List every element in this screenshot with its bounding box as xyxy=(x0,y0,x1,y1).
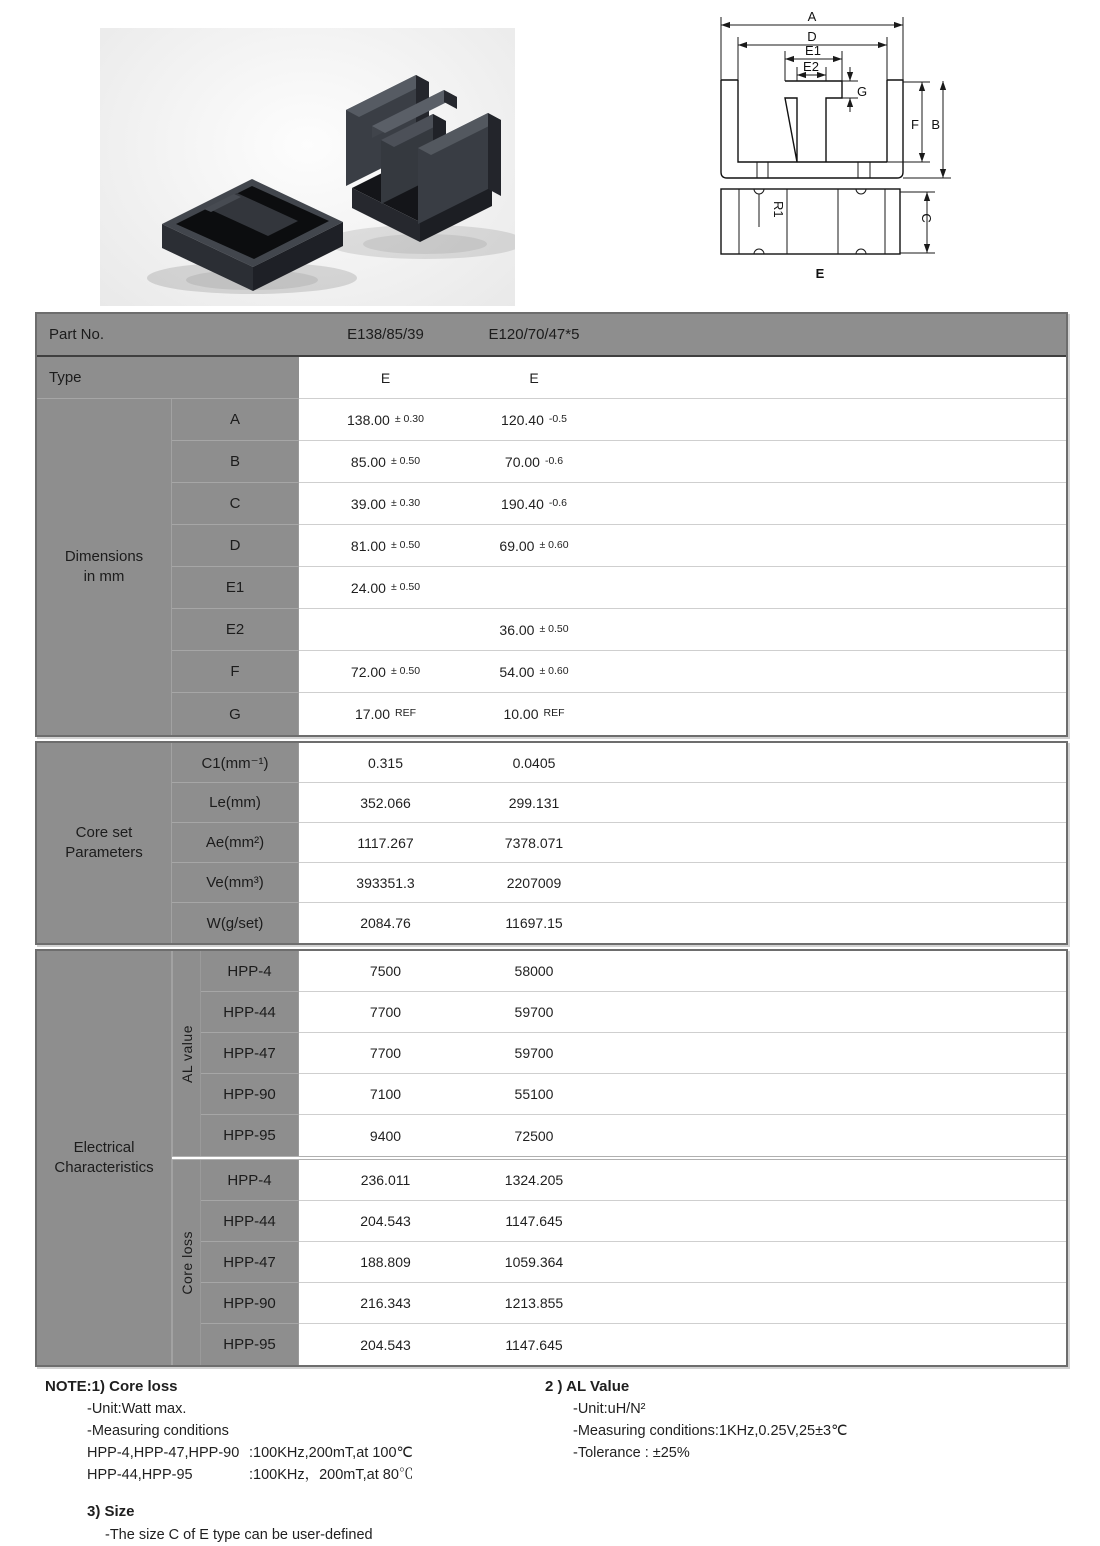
dim-row-label: E2 xyxy=(172,609,299,651)
group-label-dimensions xyxy=(37,399,172,735)
param-value: 393351.3 xyxy=(299,863,472,903)
product-render xyxy=(100,28,515,306)
row-filler xyxy=(596,1074,1066,1115)
row-filler xyxy=(596,399,1066,441)
al-value: 72500 xyxy=(514,1127,554,1144)
dim-value-cell xyxy=(472,525,596,567)
notes-al-value xyxy=(545,1376,1045,1464)
table-block-core-set xyxy=(35,741,1068,945)
group-label-line2: Parameters xyxy=(65,844,143,861)
core-loss-value: 1147.645 xyxy=(472,1201,596,1242)
subgroup-label-core-loss xyxy=(172,1160,201,1365)
dim-value: 24.00 xyxy=(350,579,386,596)
row-filler xyxy=(596,1160,1066,1201)
dim-value-cell xyxy=(472,567,596,609)
row-filler xyxy=(596,651,1066,693)
subgroup-label-al-value xyxy=(172,951,201,1156)
table-block-dimensions xyxy=(35,312,1068,737)
dim-value-cell xyxy=(299,693,472,735)
param-value: 352.066 xyxy=(299,783,472,823)
al-value: 58000 xyxy=(472,951,596,992)
dim-label-a: A xyxy=(807,9,817,24)
core-loss-value: 188.809 xyxy=(299,1242,472,1283)
part-no-filler xyxy=(596,314,1066,357)
group-label-line1: Core set xyxy=(75,823,133,841)
dim-value: 10.00 xyxy=(503,706,539,722)
dim-tolerance: ± 0.30 xyxy=(394,412,424,425)
row-filler xyxy=(596,483,1066,525)
dim-value-cell xyxy=(299,441,472,483)
note1-condition xyxy=(87,1442,545,1464)
plan-view-dimensions xyxy=(759,192,935,281)
dim-value: 138.00 xyxy=(347,411,390,428)
dim-label-e1: E1 xyxy=(805,43,821,58)
dim-value: 85.00 xyxy=(350,453,386,470)
row-filler xyxy=(596,609,1066,651)
row-filler xyxy=(596,903,1066,943)
group-label-line2: Characteristics xyxy=(54,1159,154,1176)
row-filler xyxy=(596,525,1066,567)
note3-title: 3) Size xyxy=(87,1503,135,1520)
dim-tolerance: ± 0.50 xyxy=(390,538,421,551)
al-value: 7100 xyxy=(299,1074,472,1115)
note2-line: -Measuring conditions:1KHz,0.25V,25±3℃ xyxy=(573,1423,848,1439)
note1-condition xyxy=(87,1464,545,1486)
notes-core-loss xyxy=(45,1376,545,1546)
al-value: 7700 xyxy=(299,1033,472,1074)
dim-row-label: F xyxy=(172,651,299,693)
dimension-diagram xyxy=(690,5,1090,305)
param-row-label: C1(mm⁻¹) xyxy=(172,743,299,783)
dim-row-label: E1 xyxy=(172,567,299,609)
view-label-e: E xyxy=(815,266,825,281)
dim-label-d: D xyxy=(807,29,817,44)
dim-tolerance: REF xyxy=(543,707,565,719)
al-value: 59700 xyxy=(472,992,596,1033)
dim-tolerance: ± 0.50 xyxy=(390,664,421,677)
dim-row-label: A xyxy=(172,399,299,441)
row-filler xyxy=(596,567,1066,609)
al-value: 7700 xyxy=(299,992,472,1033)
front-view-dimensions xyxy=(721,9,951,178)
dim-tolerance: -0.6 xyxy=(548,496,567,509)
dim-tolerance: -0.6 xyxy=(544,454,564,467)
note1-line: -Measuring conditions xyxy=(87,1423,229,1439)
dim-tolerance: REF xyxy=(395,707,417,719)
dim-label-b: B xyxy=(931,117,940,132)
row-filler xyxy=(596,1242,1066,1283)
group-label-line1: Dimensions xyxy=(64,547,144,565)
e-core-3d-illustration xyxy=(100,28,515,306)
row-filler xyxy=(596,1283,1066,1324)
dim-value: 54.00 xyxy=(499,663,535,680)
note2-line: -Tolerance : ±25% xyxy=(573,1445,690,1461)
condition-value: :100KHz,200mT,at 100℃ xyxy=(249,1445,413,1461)
dim-label-g: G xyxy=(857,84,868,99)
dim-value-cell xyxy=(472,651,596,693)
dim-label-c: C xyxy=(919,213,934,223)
param-value: 0.0405 xyxy=(472,743,596,783)
note3-line: -The size C of E type can be user-defined xyxy=(105,1527,373,1543)
dim-value-cell xyxy=(299,609,472,651)
dimension-drawing-svg xyxy=(690,5,1090,305)
param-value: 1117.267 xyxy=(299,823,472,863)
param-row-label: Le(mm) xyxy=(172,783,299,823)
core-loss-value: 1213.855 xyxy=(472,1283,596,1324)
dim-value-cell xyxy=(472,483,596,525)
dim-value: 17.00 xyxy=(354,706,391,722)
core-loss-value: 1059.364 xyxy=(472,1242,596,1283)
type-label: Type xyxy=(37,357,299,399)
dim-value: 70.00 xyxy=(504,453,540,470)
material-label: HPP-95 xyxy=(201,1324,299,1365)
core-loss-value: 204.543 xyxy=(299,1201,472,1242)
dim-row-label: B xyxy=(172,441,299,483)
row-filler xyxy=(596,951,1066,992)
condition-value: :100KHz，200mT,at 80℃ xyxy=(249,1467,414,1483)
material-label: HPP-90 xyxy=(201,1283,299,1324)
dim-value: 36.00 xyxy=(499,621,535,638)
dim-value: 69.00 xyxy=(499,537,535,554)
dim-tolerance: ± 0.50 xyxy=(539,622,569,635)
e-core-right xyxy=(346,75,501,242)
dim-label-e2: E2 xyxy=(803,59,819,74)
param-row-label: Ae(mm²) xyxy=(172,823,299,863)
note2-title: 2 ) AL Value xyxy=(545,1378,630,1395)
dim-value: 39.00 xyxy=(350,495,386,512)
core-loss-value: 1147.645 xyxy=(505,1336,563,1353)
param-row-label: W(g/set) xyxy=(172,903,299,943)
material-label: HPP-44 xyxy=(201,1201,299,1242)
dim-tolerance: ± 0.60 xyxy=(539,538,569,551)
row-filler xyxy=(596,1324,1066,1365)
part-no-label: Part No. xyxy=(37,314,299,357)
dim-row-label: C xyxy=(172,483,299,525)
dim-value-cell xyxy=(472,693,596,735)
row-filler xyxy=(596,1115,1066,1156)
dim-tolerance: ± 0.50 xyxy=(390,580,421,593)
dim-value-cell xyxy=(472,441,596,483)
al-value: 7500 xyxy=(299,951,472,992)
param-value: 299.131 xyxy=(472,783,596,823)
dim-value-cell xyxy=(299,483,472,525)
dim-label-f: F xyxy=(911,117,919,132)
core-loss-label: Core loss xyxy=(178,1230,195,1295)
row-filler xyxy=(596,693,1066,735)
param-value: 7378.071 xyxy=(472,823,596,863)
row-filler xyxy=(596,1033,1066,1074)
group-label-line1: Electrical xyxy=(73,1138,135,1156)
dim-row-label: G xyxy=(172,693,299,735)
dim-value-cell xyxy=(472,399,596,441)
core-loss-value: 216.343 xyxy=(299,1283,472,1324)
material-label: HPP-95 xyxy=(201,1115,299,1156)
dim-value-cell xyxy=(299,567,472,609)
al-value: 55100 xyxy=(472,1074,596,1115)
row-filler xyxy=(596,1201,1066,1242)
material-label: HPP-4 xyxy=(201,951,299,992)
material-label: HPP-44 xyxy=(201,992,299,1033)
group-label-line2: in mm xyxy=(83,568,125,585)
material-label: HPP-47 xyxy=(201,1033,299,1074)
dim-value-cell xyxy=(299,525,472,567)
dim-value: 190.40 xyxy=(501,495,544,512)
dim-tolerance: -0.5 xyxy=(548,412,567,425)
param-value: 2084.76 xyxy=(360,915,411,931)
dim-tolerance: ± 0.30 xyxy=(390,496,421,509)
dim-tolerance: ± 0.50 xyxy=(390,454,421,467)
row-filler xyxy=(596,783,1066,823)
dim-value: 120.40 xyxy=(501,411,544,428)
dim-value-cell xyxy=(299,399,472,441)
row-filler xyxy=(596,743,1066,783)
type-value-2: E xyxy=(472,357,596,399)
dim-label-r1: R1 xyxy=(771,201,786,218)
row-filler xyxy=(596,863,1066,903)
type-filler xyxy=(596,357,1066,399)
dim-value: 81.00 xyxy=(350,537,386,554)
type-value-1: E xyxy=(299,357,472,399)
al-value-label: AL value xyxy=(178,1024,195,1083)
al-value: 9400 xyxy=(369,1127,402,1144)
dim-value-cell xyxy=(299,651,472,693)
dim-value-cell xyxy=(472,609,596,651)
row-filler xyxy=(596,823,1066,863)
param-value: 2207009 xyxy=(472,863,596,903)
table-block-electrical xyxy=(35,949,1068,1367)
material-label: HPP-47 xyxy=(201,1242,299,1283)
param-value: 0.315 xyxy=(299,743,472,783)
param-row-label: Ve(mm³) xyxy=(172,863,299,903)
condition-materials: HPP-44,HPP-95 xyxy=(87,1467,193,1483)
dim-tolerance: ± 0.60 xyxy=(539,664,569,677)
note1-line: -Unit:Watt max. xyxy=(87,1401,187,1417)
note2-line: -Unit:uH/N² xyxy=(573,1401,646,1417)
param-value: 11697.15 xyxy=(505,915,563,931)
row-filler xyxy=(596,441,1066,483)
plan-view-outline xyxy=(721,189,900,254)
material-label: HPP-90 xyxy=(201,1074,299,1115)
part-no-column-2: E120/70/47*5 xyxy=(472,314,596,357)
group-label-core-set xyxy=(37,743,172,943)
core-loss-value: 1324.205 xyxy=(472,1160,596,1201)
material-label: HPP-4 xyxy=(201,1160,299,1201)
core-loss-value: 204.543 xyxy=(360,1336,411,1353)
dim-value: 72.00 xyxy=(350,663,386,680)
group-label-electrical xyxy=(37,951,172,1365)
core-loss-value: 236.011 xyxy=(299,1160,472,1201)
dim-row-label: D xyxy=(172,525,299,567)
condition-materials: HPP-4,HPP-47,HPP-90 xyxy=(87,1445,240,1461)
front-view-outline xyxy=(721,80,903,178)
al-value: 59700 xyxy=(472,1033,596,1074)
part-no-column-1: E138/85/39 xyxy=(299,314,472,357)
row-filler xyxy=(596,992,1066,1033)
note1-title: NOTE:1) Core loss xyxy=(45,1378,178,1395)
